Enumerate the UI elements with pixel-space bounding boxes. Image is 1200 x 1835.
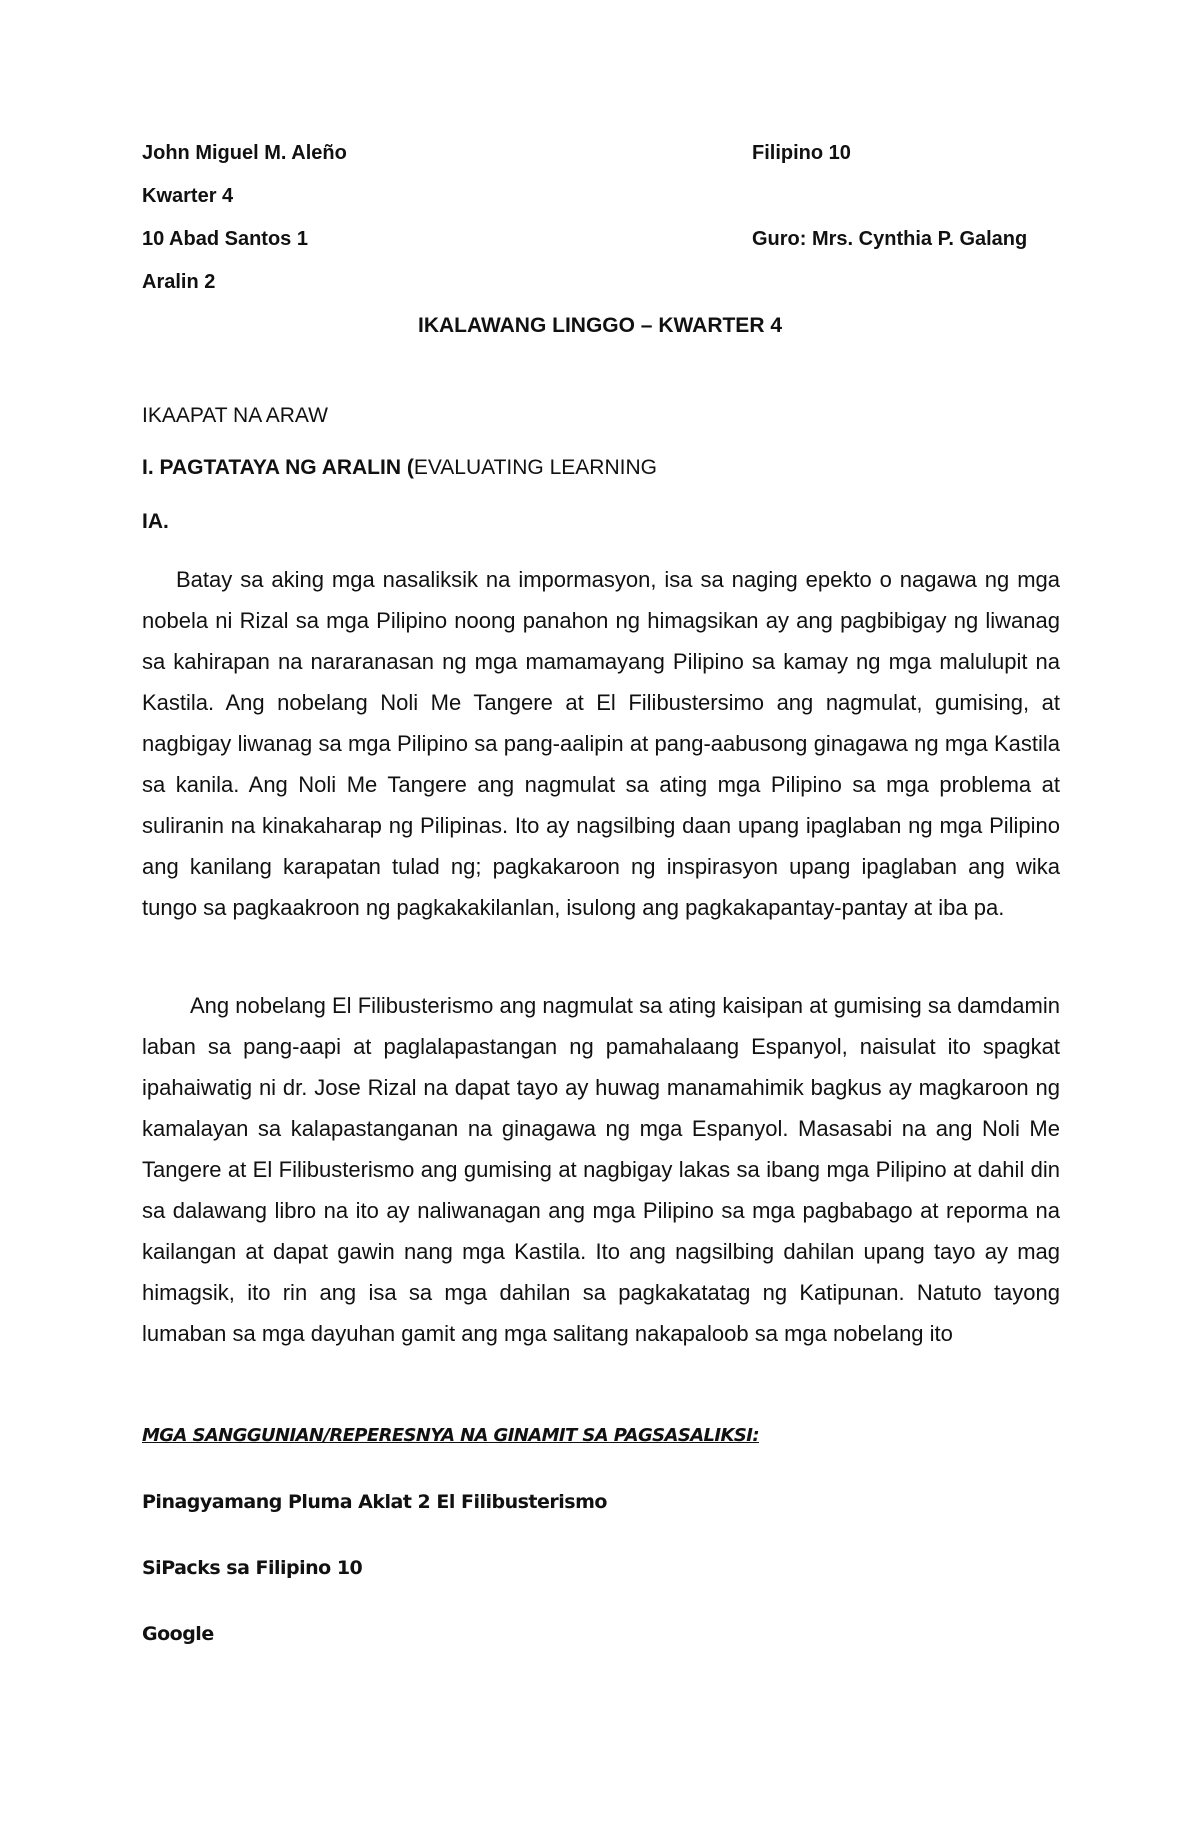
assessment-heading [142,456,657,480]
paragraph-2 [142,985,1060,1354]
reference-item: Google [142,1623,214,1645]
lesson: Aralin 2 [142,271,216,293]
page-title: IKALAWANG LINGGO – KWARTER 4 [417,314,782,337]
assessment-heading-bold: I. PAGTATAYA NG ARALIN ( [142,456,414,479]
quarter: Kwarter 4 [142,185,234,207]
reference-item: Pinagyamang Pluma Aklat 2 El Filibusterismo [142,1491,607,1513]
reference-item: SiPacks sa Filipino 10 [142,1557,363,1579]
paragraph-1 [142,559,1060,928]
references-heading: MGA SANGGUNIAN/REPERESNYA NA GINAMIT SA PAGSASALIKSI: [142,1425,759,1446]
subject: Filipino 10 [752,142,851,164]
student-name: John Miguel M. Aleño [142,142,347,164]
paragraph-1-text: Batay sa aking mga nasaliksik na impormasyon, isa sa naging epekto o nagawa ng mga nobela ni Rizal sa mga Pilipino noong panahon ng himagsikan ay ang pagbibigay ng liwanag sa kahirapan na nararanasan ng mga mamamayang Pilipino sa kamay ng mga malulupit na Kastila. Ang nobelang Noli Me Tangere at El Filibustersimo ang nagmulat, gumising, at nagbigay liwanag sa mga Pilipino sa pang-aalipin at pang-aabusong ginagawa ng mga Kastila sa kanila. Ang Noli Me Tangere ang nagmulat sa ating mga Pilipino sa mga problema at suliranin na kinakaharap ng Pilipinas. Ito ay nagsilbing daan upang ipaglaban ng mga Pilipino ang kanilang karapatan tulad ng; pagkakaroon ng inspirasyon upang ipaglaban ang wika tungo sa pagkaakroon ng pagkakakilanlan, isulong ang pagkakapantay-pantay at iba pa. [142,567,1060,920]
class-section: 10 Abad Santos 1 [142,228,308,250]
assessment-heading-normal: EVALUATING LEARNING [413,456,657,479]
paragraph-2-text: Ang nobelang El Filibusterismo ang nagmulat sa ating kaisipan at gumising sa damdamin laban sa pang-aapi at paglalapastangan ng pamahalaang Espanyol, naisulat ito spagkat ipahaiwatig ni dr. Jose Rizal na dapat tayo ay huwag manamahimik bagkus ay magkaroon ng kamalayan sa kalapastanganan na ginagawa ng mga Espanyol. Masasabi na ang Noli Me Tangere at El Filibusterismo ang gumising at nagbigay lakas sa ibang mga Pilipino at dahil din sa dalawang libro na ito ay naliwanagan ang mga Pilipino sa mga pagbabago at reporma na kailangan at dapat gawin nang mga Kastila. Ito ang nagsilbing dahilan upang tayo ay mag himagsik, ito rin ang isa sa mga dahilan sa pagkakatatag ng Katipunan. Natuto tayong lumaban sa mga dayuhan gamit ang mga salitang nakapaloob sa mga nobelang ito [142,993,1060,1346]
item-label: IA. [142,510,169,533]
teacher: Guro: Mrs. Cynthia P. Galang [752,228,1028,250]
day-label: IKAAPAT NA ARAW [142,404,328,427]
